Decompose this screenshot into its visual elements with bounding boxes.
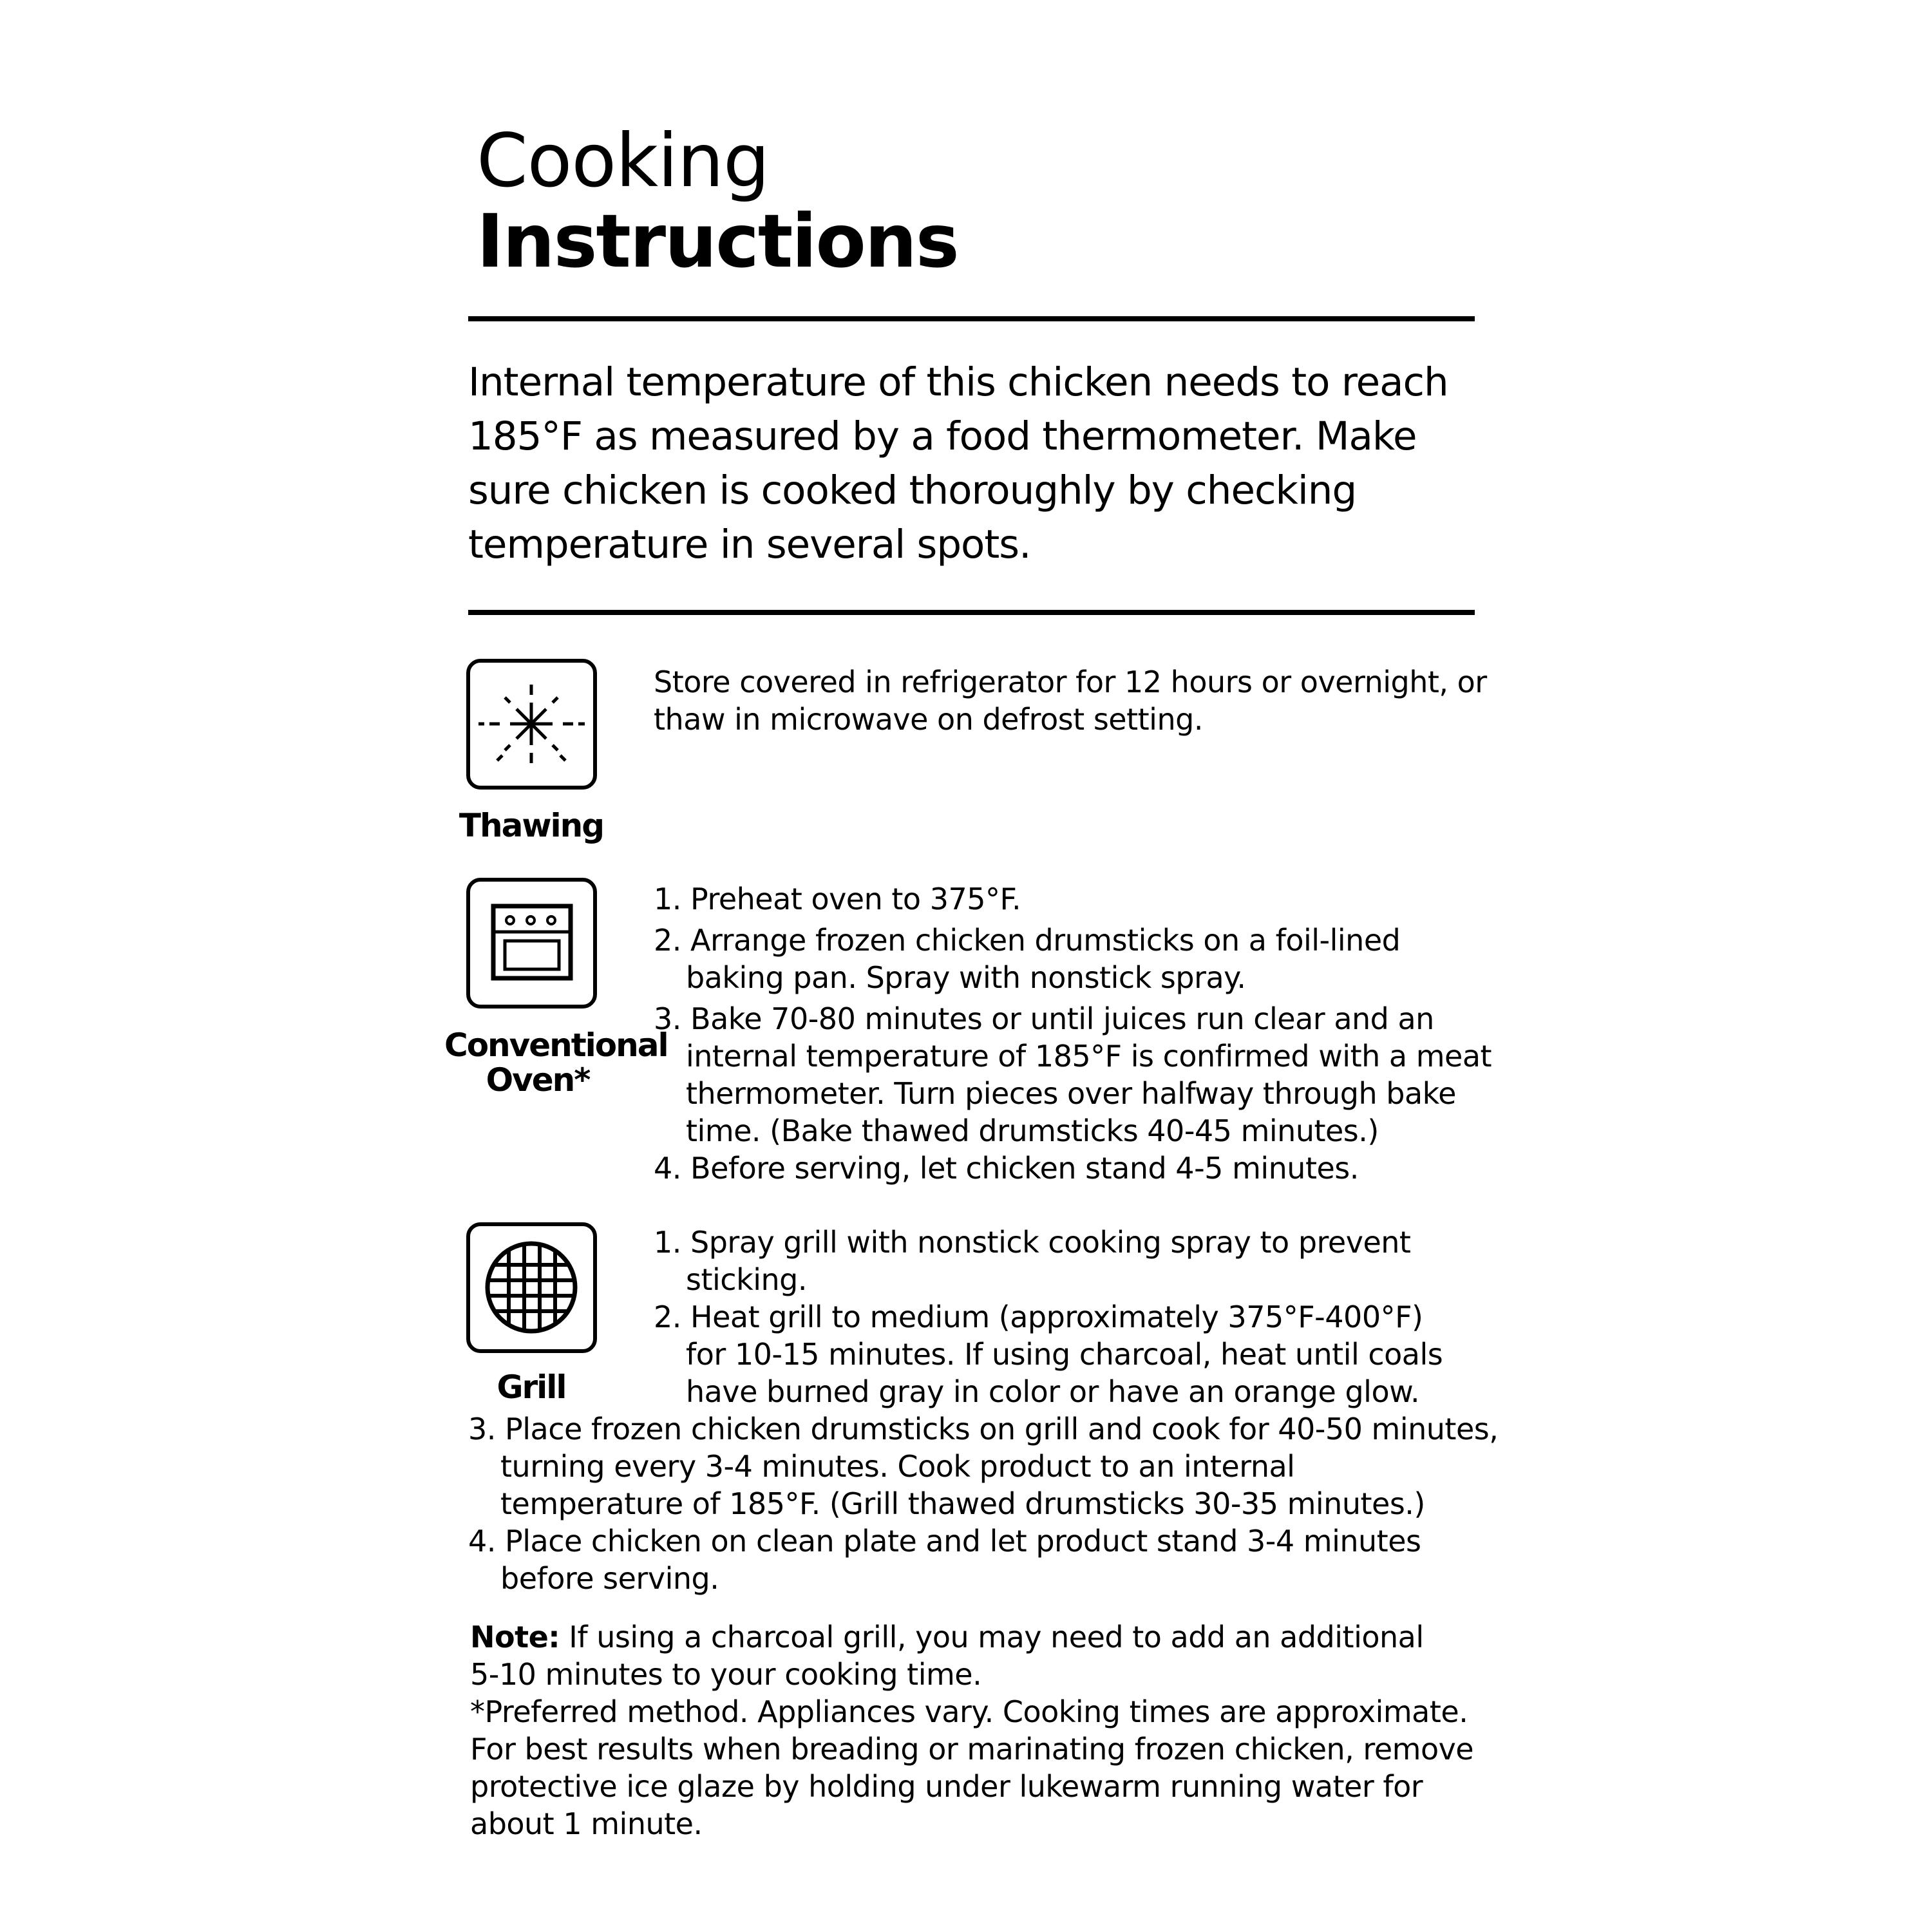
oven-icon [466,878,597,1009]
oven-step: 3. Bake 70-80 minutes or until juices run clear and an [654,1001,1434,1036]
snowflake-icon [466,659,597,790]
title-line-2: Instructions [477,198,958,284]
grill-step-cont: turning every 3-4 minutes. Cook product to an internal [500,1449,1295,1484]
oven-step: 1. Preheat oven to 375°F. [654,882,1021,916]
grill-step: 3. Place frozen chicken drumsticks on grill and cook for 40-50 minutes, [468,1412,1499,1446]
title-line-1: Cooking [477,118,770,204]
grill-step-cont: temperature of 185°F. (Grill thawed drumsticks 30-35 minutes.) [500,1486,1425,1521]
note-label: Note: [470,1620,560,1654]
grill-step-cont: have burned gray in color or have an orange glow. [686,1374,1420,1409]
grill-step-cont: for 10-15 minutes. If using charcoal, heat until coals [686,1337,1443,1372]
oven-step-cont: internal temperature of 185°F is confirmed with a meat [686,1039,1492,1074]
grill-step: 4. Place chicken on clean plate and let product stand 3-4 minutes [468,1524,1421,1558]
note-line [470,1618,1473,1656]
grill-step: 2. Heat grill to medium (approximately 375°F-400°F) [654,1300,1423,1334]
oven-step-cont: time. (Bake thawed drumsticks 40-45 minutes.) [686,1113,1379,1148]
footnote-line: about 1 minute. [470,1806,703,1841]
thawing-label: Thawing [459,807,604,844]
intro-line: sure chicken is cooked thoroughly by checking [468,468,1357,513]
oven-step: 4. Before serving, let chicken stand 4-5 minutes. [654,1151,1359,1186]
grill-label: Grill [497,1368,566,1406]
grill-step: 1. Spray grill with nonstick cooking spray to prevent [654,1225,1411,1260]
oven-step-cont: baking pan. Spray with nonstick spray. [686,960,1246,995]
grill-steps-lower [468,1410,1498,1597]
oven-step-cont: thermometer. Turn pieces over halfway through bake [686,1076,1456,1111]
oven-step: 2. Arrange frozen chicken drumsticks on a foil-lined [654,923,1401,958]
footnote-line: For best results when breading or marinating frozen chicken, remove [470,1732,1474,1766]
note-block [470,1618,1473,1842]
thawing-line: Store covered in refrigerator for 12 hours or overnight, or [654,665,1487,699]
intro-paragraph [468,355,1499,572]
divider-top [468,316,1475,321]
thawing-text [654,663,1487,738]
thawing-line: thaw in microwave on defrost setting. [654,702,1203,737]
intro-line: temperature in several spots. [468,522,1031,567]
note-text: If using a charcoal grill, you may need to add an additional [560,1620,1424,1654]
oven-label-line-1: Conventional [444,1027,668,1064]
oven-label [444,1027,668,1099]
footnote-line: *Preferred method. Appliances vary. Cooking times are approximate. [470,1694,1468,1729]
grill-step-cont: sticking. [686,1262,807,1297]
note-line: 5-10 minutes to your cooking time. [470,1657,982,1692]
oven-label-line-2: Oven* [486,1061,590,1099]
grill-icon [466,1222,597,1353]
intro-line: 185°F as measured by a food thermometer. Make [468,413,1417,459]
oven-steps [654,880,1492,1187]
grill-step-cont: before serving. [500,1561,719,1596]
intro-line: Internal temperature of this chicken needs to reach [468,359,1448,405]
grill-steps-upper [654,1224,1443,1410]
footnote-line: protective ice glaze by holding under lukewarm running water for [470,1769,1423,1804]
divider-middle [468,610,1475,615]
